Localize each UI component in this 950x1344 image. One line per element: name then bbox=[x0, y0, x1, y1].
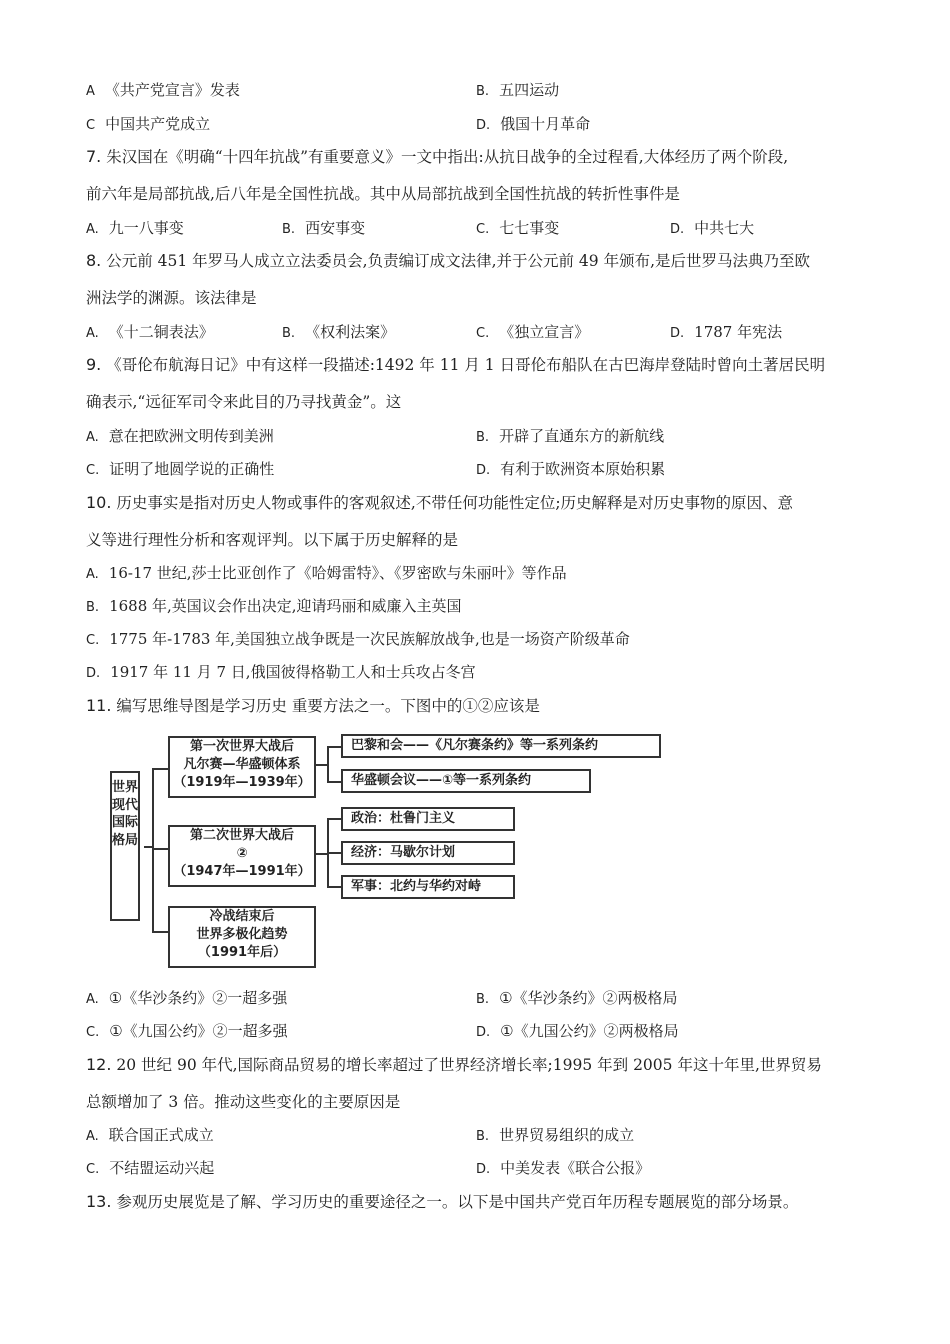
b1-connector-stub bbox=[314, 764, 328, 766]
root-connector-b2 bbox=[152, 848, 168, 850]
q10-stem-line1: 10. 历史事实是指对历史人物或事件的客观叙述,不带任何功能性定位;历史解释是对历史事物的原因、意 bbox=[86, 493, 794, 512]
leaf-paris-conference: 巴黎和会——《凡尔赛条约》等一系列条约 bbox=[341, 734, 661, 758]
q9-option-d: D. 有利于欧洲资本原始积累 bbox=[476, 460, 666, 478]
q7-stem-line1: 7. 朱汉国在《明确“十四年抗战”有重要意义》一文中指出:从抗日战争的全过程看,大体经历了两个阶段, bbox=[86, 147, 789, 166]
q10-option-c: C. 1775 年-1783 年,美国独立战争既是一次民族解放战争,也是一场资产阶级革命 bbox=[86, 630, 630, 648]
b1-connector-leaf2 bbox=[327, 781, 341, 783]
leaf-economy: 经济：马歇尔计划 bbox=[341, 841, 515, 865]
q13-stem-line1: 13. 参观历史展览是了解、学习历史的重要途径之一。以下是中国共产党百年历程专题展览的部分场景。 bbox=[86, 1192, 799, 1211]
q12-stem-line2: 总额增加了 3 倍。推动这些变化的主要原因是 bbox=[86, 1093, 401, 1111]
q9-stem-line1: 9. 《哥伦布航海日记》中有这样一段描述:1492 年 11 月 1 日哥伦布船队在古巴海岸登陆时曾向土著居民明 bbox=[86, 355, 826, 374]
q12-option-d: D. 中美发表《联合公报》 bbox=[476, 1159, 651, 1177]
q8-option-c: C. 《独立宣言》 bbox=[476, 323, 590, 341]
b2-connector-leaf1 bbox=[327, 818, 341, 820]
q9-option-a: A. 意在把欧洲文明传到美洲 bbox=[86, 427, 274, 445]
q6-option-c: C 中国共产党成立 bbox=[86, 115, 211, 133]
q11-option-a: A. ①《华沙条约》②一超多强 bbox=[86, 989, 288, 1007]
root-connector-b1 bbox=[152, 768, 168, 770]
q6-option-a: A 《共产党宣言》发表 bbox=[86, 81, 240, 99]
q7-option-c: C. 七七事变 bbox=[476, 219, 560, 237]
q8-stem-line2: 洲法学的渊源。该法律是 bbox=[86, 289, 257, 307]
leaf-politics: 政治：杜鲁门主义 bbox=[341, 807, 515, 831]
b2-connector-leaf3 bbox=[327, 886, 341, 888]
q8-option-b: B. 《权利法案》 bbox=[282, 323, 396, 341]
q7-option-a: A. 九一八事变 bbox=[86, 219, 184, 237]
q10-stem-line2: 义等进行理性分析和客观评判。以下属于历史解释的是 bbox=[86, 531, 459, 549]
q9-option-b: B. 开辟了直通东方的新航线 bbox=[476, 427, 665, 445]
q10-option-b: B. 1688 年,英国议会作出决定,迎请玛丽和威廉入主英国 bbox=[86, 597, 462, 615]
q6-option-d: D. 俄国十月革命 bbox=[476, 115, 591, 133]
b2-connector-stub bbox=[314, 853, 328, 855]
q12-option-b: B. 世界贸易组织的成立 bbox=[476, 1126, 635, 1144]
q9-option-c: C. 证明了地圆学说的正确性 bbox=[86, 460, 275, 478]
q10-option-a: A. 16-17 世纪,莎士比亚创作了《哈姆雷特》、《罗密欧与朱丽叶》等作品 bbox=[86, 564, 567, 582]
q8-stem-line1: 8. 公元前 451 年罗马人成立立法委员会,负责编订成文法律,并于公元前 49 年颁布,是后世罗马法典乃至欧 bbox=[86, 251, 811, 270]
root-connector-b3 bbox=[152, 931, 168, 933]
q8-option-a: A. 《十二铜表法》 bbox=[86, 323, 214, 341]
q11-option-c: C. ①《九国公约》②一超多强 bbox=[86, 1022, 288, 1040]
branch-post-wwii: 第二次世界大战后 ② （1947年—1991年） bbox=[168, 825, 316, 887]
q11-option-b: B. ①《华沙条约》②两极格局 bbox=[476, 989, 678, 1007]
mind-map-root: 世界现代国际格局 bbox=[110, 771, 140, 921]
q7-option-b: B. 西安事变 bbox=[282, 219, 366, 237]
q6-option-b: B. 五四运动 bbox=[476, 81, 560, 99]
leaf-washington-conference: 华盛顿会议——①等一系列条约 bbox=[341, 769, 591, 793]
q11-option-d: D. ①《九国公约》②两极格局 bbox=[476, 1022, 679, 1040]
q11-stem-line1: 11. 编写思维导图是学习历史 重要方法之一。下图中的①②应该是 bbox=[86, 696, 540, 715]
q8-option-d: D. 1787 年宪法 bbox=[670, 323, 783, 341]
branch-post-cold-war: 冷战结束后 世界多极化趋势 （1991年后） bbox=[168, 906, 316, 968]
root-connector-vertical bbox=[152, 768, 154, 932]
q7-option-d: D. 中共七大 bbox=[670, 219, 755, 237]
q7-stem-line2: 前六年是局部抗战,后八年是全国性抗战。其中从局部抗战到全国性抗战的转折性事件是 bbox=[86, 185, 680, 203]
branch-post-wwi: 第一次世界大战后 凡尔赛—华盛顿体系 （1919年—1939年） bbox=[168, 736, 316, 798]
q12-option-a: A. 联合国正式成立 bbox=[86, 1126, 214, 1144]
leaf-military: 军事：北约与华约对峙 bbox=[341, 875, 515, 899]
b1-connector-leaf1 bbox=[327, 746, 341, 748]
q12-stem-line1: 12. 20 世纪 90 年代,国际商品贸易的增长率超过了世界经济增长率;1995 年到 2005 年这十年里,世界贸易 bbox=[86, 1055, 822, 1074]
q9-stem-line2: 确表示,“远征军司令来此目的乃寻找黄金”。这 bbox=[86, 393, 402, 411]
b2-connector-leaf2 bbox=[327, 852, 341, 854]
q10-option-d: D. 1917 年 11 月 7 日,俄国彼得格勒工人和士兵攻占冬宫 bbox=[86, 663, 476, 681]
q12-option-c: C. 不结盟运动兴起 bbox=[86, 1159, 215, 1177]
